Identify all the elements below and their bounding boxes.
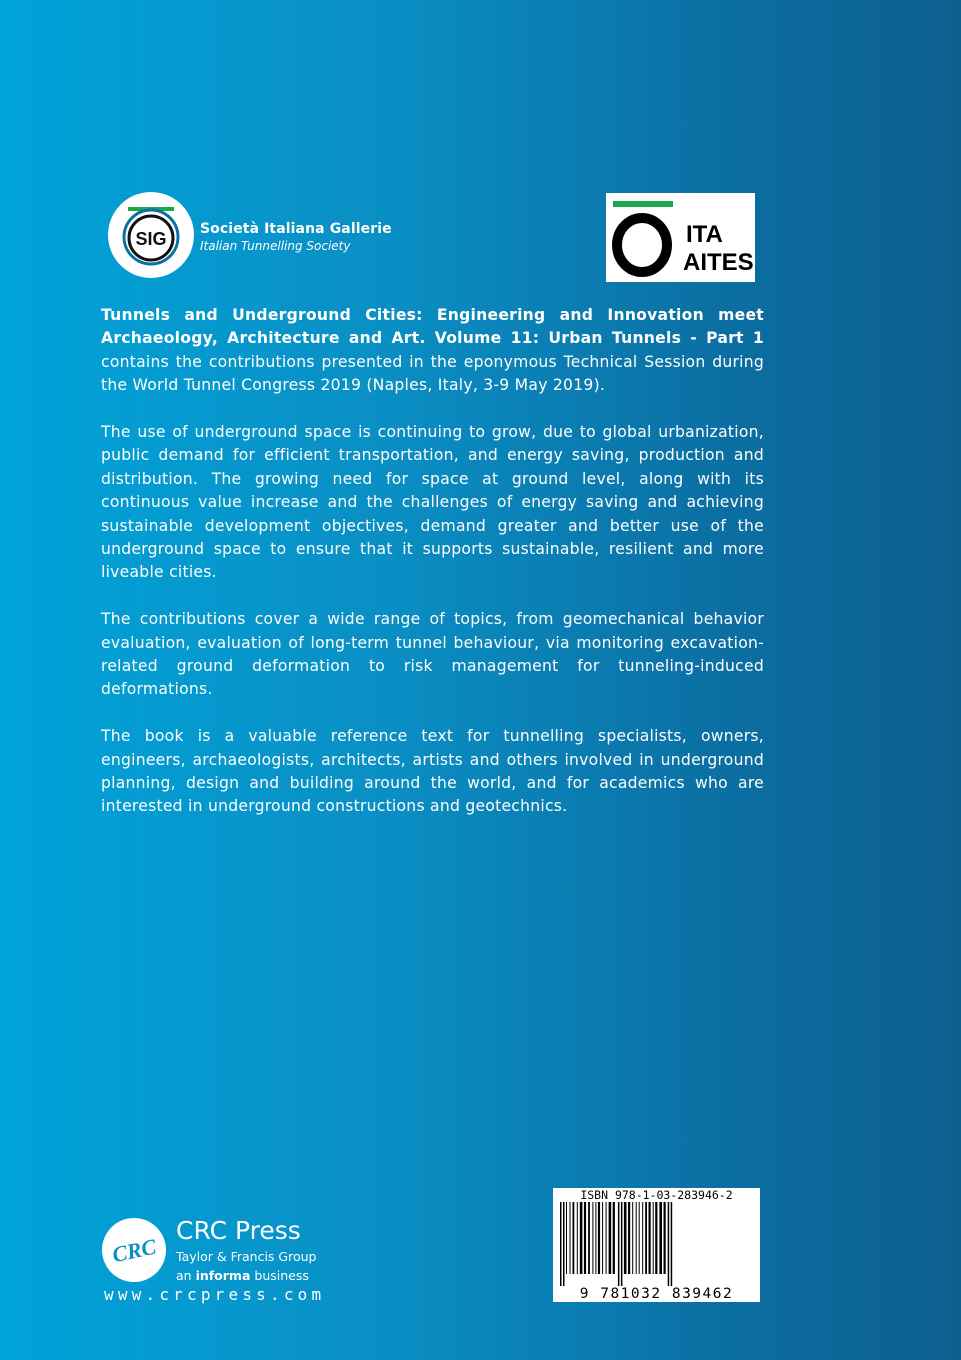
publisher-name: CRC Press xyxy=(176,1216,301,1245)
barcode-bars xyxy=(558,1202,755,1288)
barcode-bar xyxy=(628,1202,630,1274)
blurb-paragraph-3: The contributions cover a wide range of topics, from geomechanical behavior evaluation, evaluation of long-term tunnel behaviour, via monitoring excavation-related ground deformation to risk management for tunneling-induced deformations. xyxy=(101,610,764,699)
barcode-bar xyxy=(606,1202,607,1274)
ita-aites-logo xyxy=(606,193,755,282)
isbn-digits: 9 781032 839462 xyxy=(553,1286,760,1302)
barcode-bar xyxy=(632,1202,633,1274)
sig-mark-text: SIG xyxy=(135,229,167,249)
barcode-bar xyxy=(598,1202,600,1274)
barcode-bar xyxy=(584,1202,586,1274)
sig-emblem xyxy=(108,192,194,278)
ita-line1: ITA xyxy=(686,221,723,248)
barcode-bar xyxy=(580,1202,583,1274)
barcode-bar xyxy=(664,1202,666,1274)
barcode-bar xyxy=(588,1202,590,1274)
barcode-bar xyxy=(636,1202,637,1274)
barcode-bar xyxy=(659,1202,662,1274)
blurb-paragraph-1-rest: contains the contributions presented in the eponymous Technical Session during the World Tunnel Congress 2019 (Naples, Italy, 3-9 May 2019). xyxy=(101,352,764,395)
barcode-bar xyxy=(560,1202,562,1288)
barcode-bar xyxy=(668,1202,670,1288)
isbn-label: ISBN 978-1-03-283946-2 xyxy=(580,1188,733,1202)
barcode-bar xyxy=(563,1202,565,1288)
publisher-group: Taylor & Francis Group xyxy=(176,1249,317,1264)
barcode-bar xyxy=(595,1202,596,1274)
publisher-url[interactable]: www.crcpress.com xyxy=(104,1285,326,1304)
barcode-bar xyxy=(649,1202,651,1274)
barcode-bar xyxy=(592,1202,593,1274)
crc-logo-mark xyxy=(102,1218,166,1282)
barcode-bar xyxy=(618,1202,620,1288)
barcode-bar xyxy=(602,1202,603,1274)
barcode-bar xyxy=(566,1202,567,1274)
blurb-paragraph-4: The book is a valuable reference text for tunnelling specialists, owners, engineers, archaeologists, architects, artists and others involved in underground planning, design and building around the world, and for academics who are interested in underground constructions and geotechnics. xyxy=(101,727,764,816)
barcode-bar xyxy=(609,1202,612,1274)
barcode-bar xyxy=(642,1202,643,1274)
crc-logo-text: CRC xyxy=(109,1233,159,1268)
barcode-bar xyxy=(624,1202,627,1274)
blurb-paragraph-2: The use of underground space is continuing to grow, due to global urbanization, public demand for efficient transportation, and energy saving, production and distribution. The growing need for space at ground level, along with its continuous value increase and the challenges of energy saving and achieving sustainable development objectives, demand greater and better use of the underground space to ensure that it supports sustainable, resilient and more liveable cities. xyxy=(101,423,764,582)
ita-line2: AITES xyxy=(683,249,754,276)
blurb-paragraph-1 xyxy=(101,304,764,398)
barcode-bar xyxy=(613,1202,615,1274)
publisher-informa: an informa business xyxy=(176,1268,309,1283)
barcode-bar xyxy=(671,1202,673,1288)
barcode-bar xyxy=(645,1202,647,1274)
sig-subtitle: Italian Tunnelling Society xyxy=(200,239,351,253)
sig-name: Società Italiana Gallerie xyxy=(200,221,392,237)
barcode-bar xyxy=(577,1202,578,1274)
barcode-bar xyxy=(653,1202,654,1274)
barcode-bar xyxy=(570,1202,571,1274)
barcode-bar xyxy=(639,1202,640,1274)
barcode-bar xyxy=(573,1202,575,1274)
barcode-bar xyxy=(655,1202,657,1274)
book-title: Tunnels and Underground Cities: Engineering and Innovation meet Archaeology, Architecture and Art. Volume 11: Urban Tunnels - Part 1 xyxy=(101,306,764,348)
barcode-bar xyxy=(621,1202,623,1288)
blurb xyxy=(101,304,764,842)
sig-logo xyxy=(108,192,398,282)
isbn-barcode xyxy=(553,1188,760,1302)
